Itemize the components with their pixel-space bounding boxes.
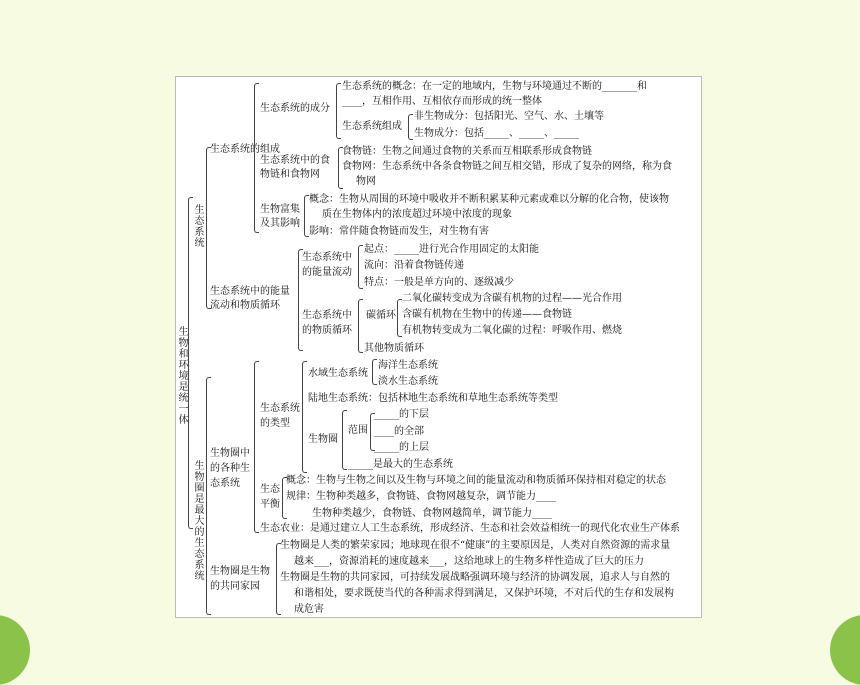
biosphere-node-brace (342, 410, 347, 470)
biotic-text: 生物成分：包括_____、_____、_____ (414, 128, 579, 139)
composition-label: 生态系统的组成 (210, 144, 280, 155)
home-text-1: 生物圈是人类的繁荣家园；地球现在很不“健康”的主要原因是，人类对自然资源的需求量 (280, 540, 671, 551)
makeup-brace (408, 114, 413, 140)
energy-direction: 流向：沿着食物链传递 (364, 260, 464, 271)
makeup-label: 生态系统组成 (342, 121, 402, 132)
decor-corner-left (0, 615, 30, 685)
decor-corner-right (830, 615, 860, 685)
carbon-step-1: 二氧化碳转变成为含碳有机物的过程——光合作用 (402, 293, 622, 304)
home-text-2: 越来___，资源消耗的速度越来___，这给地球上的生物多样性造成了巨大的压力 (294, 556, 644, 567)
accum-label-1: 生物富集 (260, 204, 300, 215)
energy-feature: 特点：一般是单方向的、逐级减少 (364, 277, 514, 288)
concept-text-2: ____，互相作用、互相依存而形成的统一整体 (342, 96, 542, 107)
eco-agriculture: 生态农业：是通过建立人工生态系统，形成经济、生态和社会效益相统一的现代化农业生产体系 (260, 523, 680, 534)
range-3: _____的上层 (374, 442, 429, 453)
range-label: 范围 (348, 425, 368, 436)
concept-map-sheet (175, 76, 702, 618)
balance-concept: 概念：生物与生物之间以及生物与环境之间的能量流动和物质循环保持相对稳定的状态 (286, 475, 666, 486)
components-label: 生态系统的成分 (260, 103, 330, 114)
balance-label-2: 平衡 (260, 499, 280, 510)
carbon-step-2: 含碳有机物在生物中的传递——食物链 (402, 309, 572, 320)
home-text-3: 生物圈是生物的共同家园，可持续发展战略强调环境与经济的协调发展，追求人与自然的 (280, 572, 670, 583)
balance-rule-2: 生物种类越少，食物链、食物网越简单，调节能力____ (312, 508, 552, 519)
water-brace (372, 359, 377, 385)
energy-start: 起点：_____进行光合作用固定的太阳能 (364, 244, 539, 255)
eco-types-label-1: 生态系统 (260, 403, 300, 414)
abiotic-text: 非生物成分：包括阳光、空气、水、土壤等 (414, 111, 604, 122)
components-brace (336, 83, 341, 139)
energy-brace (358, 245, 363, 289)
food-chain-text: 食物链：生物之间通过食物的关系而互相联系形成食物链 (342, 146, 592, 157)
accum-concept-2: 质在生物体内的浓度超过环境中浓度的现象 (322, 209, 512, 220)
carbon-step-3: 有机物转变成为二氧化碳的过程：呼吸作用、燃烧 (402, 325, 622, 336)
types-label-3: 态系统 (210, 478, 240, 489)
eco-types-brace (302, 361, 307, 473)
land-eco: 陆地生态系统：包括林地生态系统和草地生态系统等类型 (308, 393, 558, 404)
matter-label-2: 的物质循环 (302, 325, 352, 336)
food-web-text-1: 食物网：生态系统中各条食物链之间互相交错，形成了复杂的网络，称为食 (342, 161, 672, 172)
root-label: 生物和环境是统一体 (178, 327, 189, 426)
types-label-2: 的各种生 (210, 463, 250, 474)
eco-types-label-2: 的类型 (260, 418, 290, 429)
flowcycle-label-1: 生态系统中的能量 (210, 286, 290, 297)
largest-eco: _____是最大的生态系统 (348, 459, 453, 470)
other-cycle: 其他物质循环 (364, 343, 424, 354)
ecosystem-label: 生态系统 (194, 205, 205, 249)
home-label-2: 的共同家园 (210, 581, 260, 592)
types-brace (254, 361, 259, 533)
matter-label-1: 生态系统中 (302, 310, 352, 321)
food-web-text-2: 物网 (356, 176, 376, 187)
chains-label-1: 生态系统中的食 (260, 155, 330, 166)
carbon-cycle-label: 碳循环 (366, 310, 396, 321)
accum-concept-1: 概念：生物从周围的环境中吸收并不断积累某种元素或难以分解的化合物，使该物 (309, 194, 669, 205)
energy-label-2: 的能量流动 (302, 267, 352, 278)
home-text-4: 和谐相处，要求既使当代的各种需求得到满足，又保护环境，不对后代的生存和发展构 (294, 588, 674, 599)
home-label-1: 生物圈是生物 (210, 566, 270, 577)
flowcycle-label-2: 流动和物质循环 (210, 300, 280, 311)
balance-rule-1: 规律：生物种类越多，食物链、食物网越复杂，调节能力____ (286, 491, 556, 502)
concept-text-1: 生态系统的概念：在一定的地域内，生物与环境通过不断的_______和 (342, 81, 647, 92)
range-2: ____的全部 (374, 426, 424, 437)
accum-effect: 影响：常伴随食物链而发生，对生物有害 (309, 226, 489, 237)
root-brace (188, 197, 193, 529)
biosphere-label: 生物圈是最大的生态系统 (194, 461, 205, 582)
accum-label-2: 及其影响 (260, 218, 300, 229)
matter-brace (358, 299, 363, 353)
ocean-eco: 海洋生态系统 (378, 360, 438, 371)
balance-label-1: 生态 (260, 484, 280, 495)
freshwater-eco: 淡水生态系统 (378, 376, 438, 387)
composition-brace (254, 83, 259, 233)
energy-label-1: 生态系统中 (302, 252, 352, 263)
range-1: _____的下层 (374, 409, 429, 420)
biosphere-node: 生物圈 (308, 434, 338, 445)
chains-label-2: 物链和食物网 (260, 169, 320, 180)
water-eco-label: 水域生态系统 (308, 368, 368, 379)
home-text-5: 成危害 (294, 604, 324, 615)
types-label-1: 生物圈中 (210, 448, 250, 459)
